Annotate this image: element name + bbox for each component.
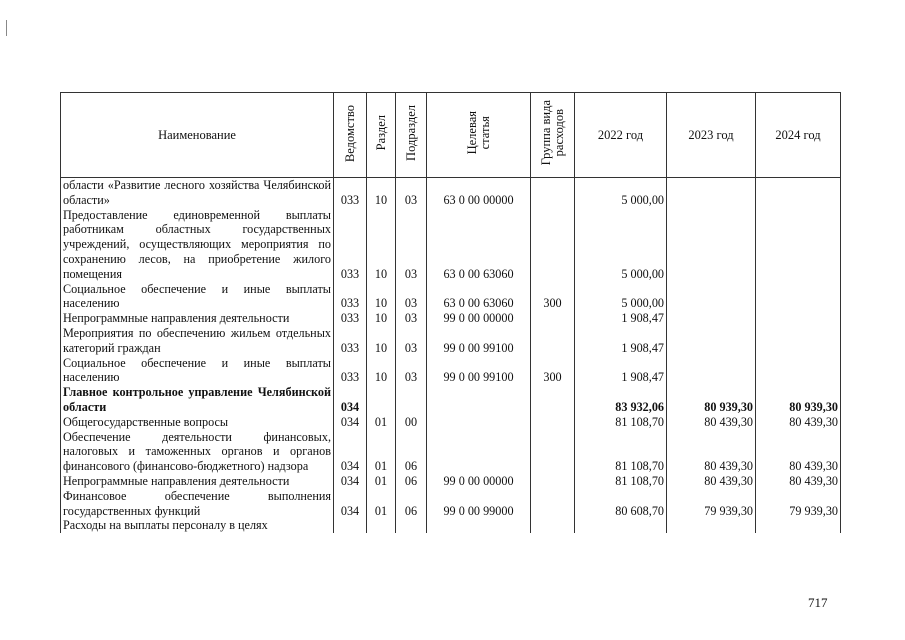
table-row (61, 208, 841, 282)
vedomstvo-cell: 033 (334, 178, 367, 208)
header-expense-group (531, 93, 575, 178)
amount-2022-cell: 5 000,00 (575, 282, 667, 312)
amount-2022-cell: 5 000,00 (575, 208, 667, 282)
table-row (61, 282, 841, 312)
header-group-line2: расходов (551, 109, 566, 157)
header-name: Наименование (61, 93, 334, 178)
row-name: Непрограммные направления деятельности (61, 311, 334, 326)
header-podrazdel-text: Подраздел (403, 105, 418, 162)
expense-group-cell (531, 178, 575, 208)
amount-2023-cell (667, 326, 756, 356)
amount-2023-cell: 80 939,30 (667, 385, 756, 415)
budget-table (60, 92, 841, 533)
vedomstvo-cell: 033 (334, 282, 367, 312)
target-article-cell (427, 415, 531, 430)
table-header-row (61, 93, 841, 178)
scan-edge-mark (6, 20, 7, 36)
amount-2023-cell (667, 356, 756, 386)
expense-group-cell (531, 474, 575, 489)
table-row (61, 356, 841, 386)
razdel-cell: 01 (367, 430, 396, 474)
row-name: Непрограммные направления деятельности (61, 474, 334, 489)
header-vedomstvo (334, 93, 367, 178)
amount-2024-cell: 80 439,30 (756, 474, 841, 489)
expense-group-cell (531, 430, 575, 474)
vedomstvo-cell: 034 (334, 474, 367, 489)
target-article-cell (427, 430, 531, 474)
amount-2023-cell: 80 439,30 (667, 415, 756, 430)
target-article-cell: 99 0 00 99000 (427, 489, 531, 519)
header-group-line1: Группа вида (538, 100, 553, 166)
podrazdel-cell (396, 518, 427, 533)
expense-group-cell (531, 326, 575, 356)
podrazdel-cell: 03 (396, 282, 427, 312)
expense-group-cell: 300 (531, 282, 575, 312)
amount-2022-cell: 1 908,47 (575, 326, 667, 356)
row-name: Мероприятия по обеспечению жильем отдельных категорий граждан (61, 326, 334, 356)
header-razdel (367, 93, 396, 178)
amount-2022-cell: 81 108,70 (575, 474, 667, 489)
amount-2024-cell (756, 356, 841, 386)
row-name: Предоставление единовременной выплаты работникам областных государственных учреждений, осуществляющих мероприятия по сохранению лесов, на приобретение жилого помещения (61, 208, 334, 282)
amount-2022-cell: 83 932,06 (575, 385, 667, 415)
amount-2024-cell: 80 939,30 (756, 385, 841, 415)
table-row (61, 489, 841, 519)
page-number: 717 (808, 595, 828, 610)
table-body (61, 178, 841, 534)
table-row (61, 385, 841, 415)
header-target-article (427, 93, 531, 178)
podrazdel-cell (396, 385, 427, 415)
row-name: области «Развитие лесного хозяйства Челябинской области» (61, 178, 334, 208)
amount-2023-cell (667, 178, 756, 208)
podrazdel-cell: 03 (396, 178, 427, 208)
vedomstvo-cell: 034 (334, 415, 367, 430)
podrazdel-cell: 03 (396, 356, 427, 386)
razdel-cell (367, 385, 396, 415)
amount-2024-cell (756, 311, 841, 326)
amount-2023-cell: 80 439,30 (667, 474, 756, 489)
vedomstvo-cell: 033 (334, 311, 367, 326)
header-year-2024: 2024 год (756, 93, 841, 178)
amount-2024-cell: 80 439,30 (756, 430, 841, 474)
razdel-cell: 10 (367, 326, 396, 356)
target-article-cell: 63 0 00 63060 (427, 282, 531, 312)
target-article-cell: 63 0 00 00000 (427, 178, 531, 208)
amount-2023-cell (667, 518, 756, 533)
header-razdel-text: Раздел (373, 115, 388, 151)
header-target-line2: статья (477, 116, 492, 150)
vedomstvo-cell: 034 (334, 489, 367, 519)
header-target-text (466, 111, 492, 154)
amount-2023-cell (667, 208, 756, 282)
header-year-2023: 2023 год (667, 93, 756, 178)
row-name: Финансовое обеспечение выполнения государственных функций (61, 489, 334, 519)
expense-group-cell: 300 (531, 356, 575, 386)
razdel-cell: 10 (367, 178, 396, 208)
expense-group-cell (531, 415, 575, 430)
expense-group-cell (531, 385, 575, 415)
amount-2023-cell: 79 939,30 (667, 489, 756, 519)
amount-2022-cell: 80 608,70 (575, 489, 667, 519)
amount-2022-cell: 81 108,70 (575, 415, 667, 430)
amount-2022-cell: 1 908,47 (575, 356, 667, 386)
target-article-cell: 99 0 00 00000 (427, 311, 531, 326)
vedomstvo-cell: 033 (334, 356, 367, 386)
amount-2024-cell (756, 178, 841, 208)
row-name: Общегосударственные вопросы (61, 415, 334, 430)
razdel-cell: 10 (367, 208, 396, 282)
podrazdel-cell: 06 (396, 474, 427, 489)
amount-2023-cell (667, 282, 756, 312)
vedomstvo-cell: 033 (334, 326, 367, 356)
amount-2022-cell: 5 000,00 (575, 178, 667, 208)
podrazdel-cell: 00 (396, 415, 427, 430)
razdel-cell: 10 (367, 282, 396, 312)
razdel-cell: 01 (367, 474, 396, 489)
podrazdel-cell: 06 (396, 430, 427, 474)
table-row (61, 430, 841, 474)
header-podrazdel (396, 93, 427, 178)
table-row (61, 474, 841, 489)
vedomstvo-cell: 034 (334, 430, 367, 474)
expense-group-cell (531, 518, 575, 533)
amount-2024-cell (756, 326, 841, 356)
row-name: Главное контрольное управление Челябинской области (61, 385, 334, 415)
amount-2023-cell: 80 439,30 (667, 430, 756, 474)
amount-2024-cell (756, 518, 841, 533)
header-vedomstvo-text: Ведомство (342, 104, 357, 162)
expense-group-cell (531, 208, 575, 282)
target-article-cell: 99 0 00 00000 (427, 474, 531, 489)
amount-2022-cell: 81 108,70 (575, 430, 667, 474)
vedomstvo-cell (334, 518, 367, 533)
amount-2022-cell (575, 518, 667, 533)
amount-2023-cell (667, 311, 756, 326)
row-name: Обеспечение деятельности финансовых, налоговых и таможенных органов и органов финансового (финансово-бюджетного) надзора (61, 430, 334, 474)
podrazdel-cell: 03 (396, 326, 427, 356)
razdel-cell: 10 (367, 311, 396, 326)
amount-2024-cell (756, 282, 841, 312)
expense-group-cell (531, 489, 575, 519)
podrazdel-cell: 03 (396, 208, 427, 282)
row-name: Социальное обеспечение и иные выплаты населению (61, 356, 334, 386)
razdel-cell (367, 518, 396, 533)
table-row (61, 326, 841, 356)
target-article-cell (427, 518, 531, 533)
table-row (61, 178, 841, 208)
amount-2022-cell: 1 908,47 (575, 311, 667, 326)
podrazdel-cell: 03 (396, 311, 427, 326)
target-article-cell: 99 0 00 99100 (427, 326, 531, 356)
target-article-cell: 63 0 00 63060 (427, 208, 531, 282)
target-article-cell: 99 0 00 99100 (427, 356, 531, 386)
vedomstvo-cell: 033 (334, 208, 367, 282)
expense-group-cell (531, 311, 575, 326)
razdel-cell: 01 (367, 489, 396, 519)
target-article-cell (427, 385, 531, 415)
podrazdel-cell: 06 (396, 489, 427, 519)
amount-2024-cell (756, 208, 841, 282)
amount-2024-cell: 79 939,30 (756, 489, 841, 519)
table-row (61, 518, 841, 533)
header-group-text (540, 100, 566, 165)
header-year-2022: 2022 год (575, 93, 667, 178)
table-row (61, 415, 841, 430)
row-name: Расходы на выплаты персоналу в целях (61, 518, 334, 533)
razdel-cell: 01 (367, 415, 396, 430)
amount-2024-cell: 80 439,30 (756, 415, 841, 430)
header-target-line1: Целевая (464, 111, 479, 155)
row-name: Социальное обеспечение и иные выплаты населению (61, 282, 334, 312)
razdel-cell: 10 (367, 356, 396, 386)
table-row (61, 311, 841, 326)
vedomstvo-cell: 034 (334, 385, 367, 415)
